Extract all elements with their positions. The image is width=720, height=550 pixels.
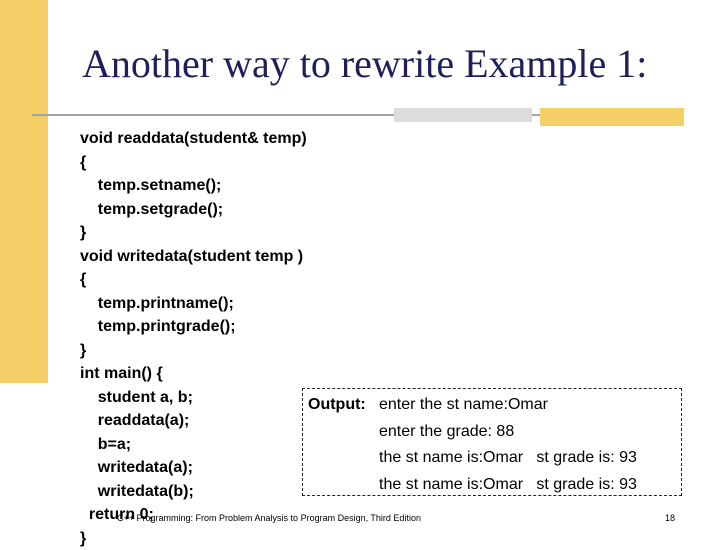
output-label: Output: (308, 393, 366, 417)
code-line: void readdata(student& temp) (80, 127, 307, 151)
slide-title: Another way to rewrite Example 1: (82, 40, 647, 87)
code-line: temp.printname(); (80, 292, 307, 316)
code-line: } (80, 221, 307, 245)
output-lines (379, 393, 637, 499)
page-number: 18 (665, 513, 675, 523)
output-line: enter the grade: 88 (379, 420, 637, 447)
left-accent-bar (0, 0, 48, 383)
code-line: readdata(a); (80, 409, 307, 433)
output-line: the st name is:Omar st grade is: 93 (379, 473, 637, 500)
code-line: } (80, 527, 307, 550)
divider-gold-block (540, 108, 684, 126)
code-line: } (80, 339, 307, 363)
code-line: { (80, 268, 307, 292)
code-line: temp.setname(); (80, 174, 307, 198)
code-line: int main() { (80, 362, 307, 386)
code-line: student a, b; (80, 386, 307, 410)
code-line: { (80, 151, 307, 175)
output-line: enter the st name:Omar (379, 393, 637, 420)
divider-grey-block (394, 108, 532, 122)
code-line: temp.printgrade(); (80, 315, 307, 339)
slide-footer: C++ Programming: From Problem Analysis to Program Design, Third Edition (117, 513, 421, 523)
code-line: b=a; (80, 433, 307, 457)
code-line: writedata(a); (80, 456, 307, 480)
output-line: the st name is:Omar st grade is: 93 (379, 446, 637, 473)
code-line: writedata(b); (80, 480, 307, 504)
code-line: temp.setgrade(); (80, 198, 307, 222)
code-listing (80, 127, 307, 550)
code-line: void writedata(student temp ) (80, 245, 307, 269)
code-line: return 0; (80, 503, 307, 527)
